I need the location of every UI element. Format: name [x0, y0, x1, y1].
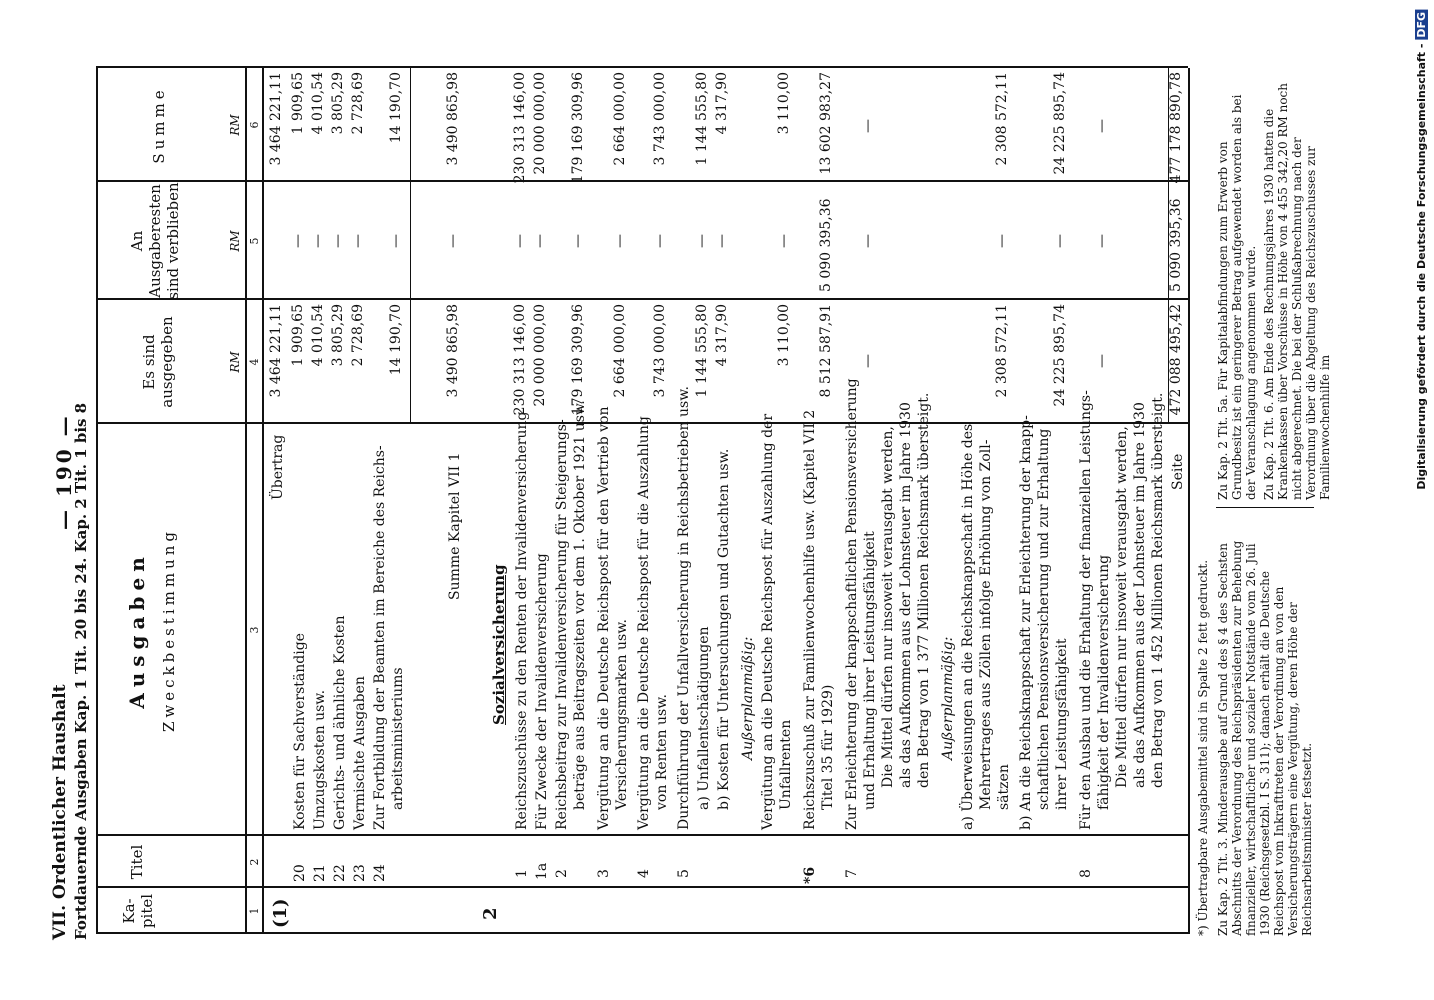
col-number: 2 — [248, 858, 261, 866]
value-summe: 4 010,54 — [310, 72, 326, 135]
seite-reste: 5 090 395,36 — [1168, 198, 1184, 292]
col-header-kapitel: Ka-pitel — [120, 893, 156, 929]
titel-number: 3 — [596, 869, 612, 878]
value-reste: 5 090 395,36 — [818, 198, 834, 292]
kapitel-1-label: (1) — [270, 898, 291, 928]
value-reste: — — [994, 234, 1010, 248]
value-reste: — — [612, 234, 628, 248]
value-summe: 179 169 309,96 — [570, 72, 586, 184]
titel-number: 24 — [372, 864, 388, 882]
value-summe: 3 743 000,00 — [652, 72, 668, 166]
row-text: Kosten für Sachverständige — [292, 633, 308, 830]
value-reste: — — [776, 234, 792, 248]
value-reste: — — [570, 234, 586, 248]
unit-label: RM — [228, 351, 242, 373]
row-text: Gerichts- und ähnliche Kosten — [332, 615, 348, 830]
value-summe: 20 000 000,00 — [532, 72, 548, 175]
footnote-divider — [1216, 507, 1314, 508]
row-text-cont: Die Mittel dürfen nur insoweit verausgabt werden, — [880, 426, 896, 788]
value-reste: — — [694, 234, 710, 248]
row-text-cont: als das Aufkommen aus der Lohnsteuer im Jahre 1930 — [1132, 402, 1148, 788]
footnote-star: *) Übertragbare Ausgabemittel sind in Spalte 2 fett gedruckt. — [1196, 559, 1210, 936]
row-text: Vergütung an die Deutsche Reichspost für die Auszahlung — [636, 416, 652, 830]
row-text-cont: sätzen — [996, 764, 1012, 810]
sum-kapitel-1-summe: 3 490 865,98 — [445, 72, 461, 166]
col-header-zweck: Zweckbestimmung — [160, 528, 178, 733]
value-summe: 14 190,70 — [388, 72, 404, 144]
unit-label: RM — [228, 230, 242, 252]
value-ausgegeben: 3 805,29 — [330, 304, 346, 367]
col-header-reste: An Ausgaberesten sind verblieben — [128, 182, 182, 300]
row-text: Vergütung an die Deutsche Reichspost für den Vertrieb von — [596, 406, 612, 830]
row-text-cont: Unfallrenten — [778, 719, 794, 810]
value-ausgegeben: 2 664 000,00 — [612, 304, 628, 398]
value-ausgegeben: 8 512 587,91 — [818, 304, 834, 398]
row-text-cont: schaftlichen Pensionsversicherung und zur Erhaltung — [1036, 428, 1052, 810]
col-header-summe: Summe — [150, 86, 168, 164]
header-title: VII. Ordentlicher Haushalt — [50, 684, 70, 940]
row-text-cont: ihrer Leistungsfähigkeit — [1054, 638, 1070, 810]
row-text: b) An die Reichsknappschaft zur Erleichterung der knapp- — [1018, 415, 1034, 830]
row-text: a) Unfallentschädigungen — [696, 626, 712, 810]
digitization-credit — [1415, 10, 1428, 490]
value-reste: — — [330, 234, 346, 248]
subtotal-rule — [410, 68, 411, 424]
titel-number: 22 — [332, 864, 348, 882]
value-summe: 4 317,90 — [714, 72, 730, 135]
value-summe: 2 308 572,11 — [994, 72, 1010, 166]
row-text-cont: und Erhaltung ihrer Leistungsfähigkeit — [862, 531, 878, 810]
titel-number: 1 — [514, 869, 530, 878]
value-ausgegeben: 3 743 000,00 — [652, 304, 668, 398]
value-summe: 3 805,29 — [330, 72, 346, 135]
titel-number: *6 — [802, 866, 818, 884]
row-text-cont: arbeitsministeriums — [390, 667, 406, 810]
footnote-right-1: Zu Kap. 2 Tit. 5a. Für Kapitalabfindungen zum Erwerb von Grundbesitz ist ein geringerer Betrag aufgewendet worden als bei der Veranschlagung angenommen wurde. — [1216, 94, 1258, 500]
value-summe: 1 144 555,80 — [694, 72, 710, 166]
value-reste: — — [1094, 234, 1110, 248]
value-reste: — — [532, 234, 548, 248]
seite-ausgegeben: 472 088 495,42 — [1168, 304, 1184, 416]
footnote-left: Zu Kap. 2 Tit. 3. Minderausgabe auf Grund des § 4 des Sechsten Abschnitts der Verordnung des Reichspräsidenten zur Behebung finanzieller, wirtschaftlicher und sozialer Notstände vom 26. Juli 1930 (Reichsgesetzbl. I S. 311); danach erhält die Deutsche Reichspost vom Inkrafttreten der Verordnung an von den Versicherungsträgern eine Vergütung, deren Höhe der Reichsarbeitsminister festsetzt. — [1216, 540, 1314, 936]
row-text: Reichsbeitrag zur Invalidenversicherung für Steigerungs- — [554, 419, 570, 830]
uebertrag-label: Übertrag — [270, 434, 286, 500]
unit-label: RM — [228, 114, 242, 136]
row-text-cont: Titel 35 für 1929) — [820, 684, 836, 810]
col-number: 4 — [248, 358, 261, 366]
row-text: Für den Ausbau und die Erhaltung der finanziellen Leistungs- — [1078, 390, 1094, 830]
value-summe: — — [1094, 119, 1110, 133]
kapitel-2-label: 2 — [480, 907, 501, 920]
row-text-cont: Versicherungsmarken usw. — [614, 618, 630, 810]
titel-number: 8 — [1078, 869, 1094, 878]
value-ausgegeben: 2 728,69 — [350, 304, 366, 367]
value-summe: 13 602 983,27 — [818, 72, 834, 175]
col-number: 3 — [248, 626, 261, 634]
value-ausgegeben: 1 909,65 — [290, 304, 306, 367]
value-reste: — — [652, 234, 668, 248]
row-text-cont: beträge aus Beitragszeiten vor dem 1. Oktober 1921 usw. — [572, 400, 588, 810]
titel-number: 5 — [676, 869, 692, 878]
col-header-ausgegeben: Es sind ausgegeben — [140, 316, 176, 408]
titel-number: 1a — [534, 862, 550, 880]
titel-number: 23 — [352, 864, 368, 882]
uebertrag-summe: 3 464 221,11 — [268, 72, 284, 166]
value-reste: — — [714, 234, 730, 248]
row-text: Vermischte Ausgaben — [352, 676, 368, 830]
value-reste: — — [860, 234, 876, 248]
col-header-titel: Titel — [128, 844, 146, 880]
value-summe: 1 909,65 — [290, 72, 306, 135]
value-ausgegeben: — — [860, 354, 876, 368]
dfg-logo: DFG — [1415, 12, 1428, 38]
value-reste: — — [350, 234, 366, 248]
table-bottom-rule — [1188, 68, 1190, 934]
row-text: Durchführung der Unfallversicherung in Reichsbetrieben usw. — [676, 386, 692, 830]
row-text-cont: den Betrag von 1 452 Millionen Reichsmark übersteigt. — [1150, 392, 1166, 788]
value-summe: 24 225 895,74 — [1052, 72, 1068, 175]
row-text-cont: Mehrertrages aus Zöllen infolge Erhöhung von Zoll- — [978, 439, 994, 810]
value-ausgegeben: 4 317,90 — [714, 304, 730, 367]
value-ausgegeben: 4 010,54 — [310, 304, 326, 367]
col-number: 5 — [248, 237, 261, 245]
value-reste: — — [310, 234, 326, 248]
sum-kapitel-1-label: Summe Kapitel VII 1 — [447, 452, 463, 600]
value-ausgegeben: 24 225 895,74 — [1052, 304, 1068, 407]
seite-summe: 477 178 890,78 — [1168, 72, 1184, 184]
value-ausgegeben: 2 308 572,11 — [994, 304, 1010, 398]
value-summe: — — [860, 119, 876, 133]
row-text: Reichszuschüsse zu den Renten der Invalidenversicherung — [514, 411, 530, 830]
value-summe: 2 664 000,00 — [612, 72, 628, 166]
credit-text: Digitalisierung gefördert durch die Deutsche Forschungsgemeinschaft - — [1415, 43, 1428, 490]
value-ausgegeben: 1 144 555,80 — [694, 304, 710, 398]
value-reste: — — [290, 234, 306, 248]
row-text: Reichszuschuß zur Familienwochenhilfe usw. (Kapitel VII 2 — [802, 409, 818, 830]
row-text: a) Überweisungen an die Reichsknappschaft in Höhe des — [960, 423, 976, 830]
value-summe: 2 728,69 — [350, 72, 366, 135]
col-number: 6 — [248, 121, 261, 129]
titel-number: 7 — [844, 869, 860, 878]
value-summe: 3 110,00 — [776, 72, 792, 135]
value-summe: 230 313 146,00 — [512, 72, 528, 184]
uebertrag-value: 3 464 221,11 — [268, 304, 284, 398]
row-text-cont: den Betrag von 1 377 Millionen Reichsmark übersteigt. — [916, 392, 932, 788]
titel-number: 20 — [292, 864, 308, 882]
value-ausgegeben: 14 190,70 — [388, 304, 404, 376]
row-text-cont: Die Mittel dürfen nur insoweit verausgabt werden, — [1114, 426, 1130, 788]
value-ausgegeben: 3 110,00 — [776, 304, 792, 367]
row-text-cont: von Renten usw. — [654, 694, 670, 810]
page-number: — 190 — — [52, 413, 76, 530]
section-heading: Sozialversicherung — [490, 564, 508, 725]
row-text: Für Zwecke der Invalidenversicherung — [534, 553, 550, 830]
col-number: 1 — [248, 907, 261, 915]
ausserplanmaessig-label: Außerplanmäßig: — [940, 636, 956, 760]
table-top-rule — [96, 68, 98, 934]
row-text-cont: fähigkeit der Invalidenversicherung — [1096, 554, 1112, 810]
value-reste: — — [1052, 234, 1068, 248]
titel-number: 2 — [554, 869, 570, 878]
titel-number: 21 — [312, 864, 328, 882]
value-ausgegeben: — — [1094, 354, 1110, 368]
value-reste: — — [388, 234, 404, 248]
col-header-ausgaben: Ausgaben — [125, 551, 149, 709]
sum-kapitel-1-reste: — — [445, 234, 461, 248]
row-text: b) Kosten für Untersuchungen und Gutachten usw. — [716, 448, 732, 810]
row-text: Vergütung an die Deutsche Reichspost für Auszahlung der — [760, 413, 776, 830]
row-text: Zur Fortbildung der Beamten im Bereiche des Reichs- — [372, 445, 388, 830]
value-ausgegeben: 20 000 000,00 — [532, 304, 548, 407]
sum-kapitel-1-ausgegeben: 3 490 865,98 — [445, 304, 461, 398]
value-ausgegeben: 230 313 146,00 — [512, 304, 528, 416]
header-subtitle: Fortdauernde Ausgaben Kap. 1 Tit. 20 bis 24. Kap. 2 Tit. 1 bis 8 — [72, 402, 90, 940]
value-ausgegeben: 179 169 309,96 — [570, 304, 586, 416]
row-text: Zur Erleichterung der knappschaftlichen Pensionsversicherung — [844, 378, 860, 830]
titel-number: 4 — [636, 869, 652, 878]
seite-label: Seite — [1170, 453, 1186, 490]
row-text-cont: als das Aufkommen aus der Lohnsteuer im Jahre 1930 — [898, 402, 914, 788]
ausserplanmaessig-label: Außerplanmäßig: — [740, 636, 756, 760]
footnote-right-2: Zu Kap. 2 Tit. 6. Am Ende des Rechnungsjahres 1930 hatten die Krankenkassen über Vorschüsse in Höhe von 4 455 342,20 RM noch nicht abgerechnet. Die bei der Schlußabrechnung nach der Verordnung über die Abgeltung des Reichszuschusses zur Familienwochenhilfe im — [1262, 83, 1332, 500]
row-text: Umzugskosten usw. — [312, 689, 328, 830]
value-reste: — — [512, 234, 528, 248]
